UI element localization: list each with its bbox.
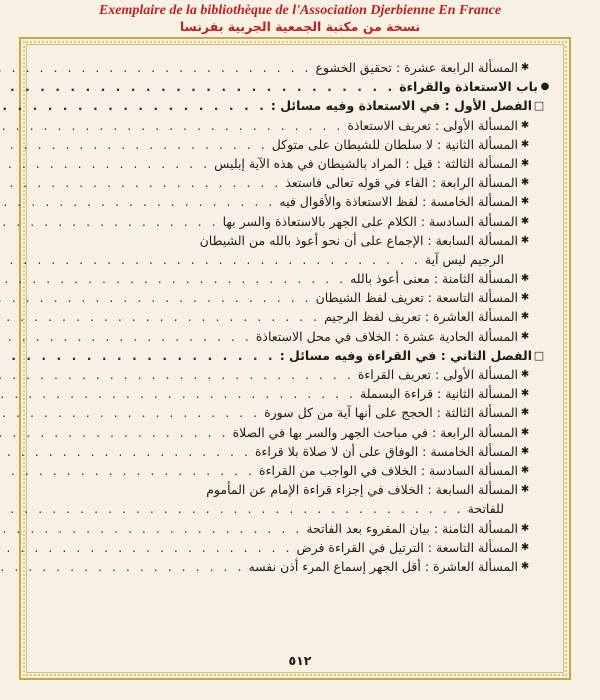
toc-entry — [40, 269, 552, 288]
asterisk-icon: ✱ — [520, 138, 530, 150]
dot-leader — [0, 116, 347, 135]
toc-entry — [40, 58, 552, 77]
dot-leader — [0, 135, 272, 154]
asterisk-icon: ✱ — [520, 445, 530, 457]
toc-entry — [40, 557, 552, 576]
table-of-contents — [40, 58, 552, 576]
toc-entry-title: المسألة الرابعة : في مباحث الجهر والسر بها في الصلاة — [232, 424, 518, 440]
toc-entry — [40, 173, 552, 192]
toc-entry-title: الفصل الثاني : في القراءة وفيه مسائل : — [279, 347, 532, 363]
toc-entry — [40, 365, 552, 384]
asterisk-icon: ✱ — [520, 369, 530, 380]
toc-entry-title: المسألة السابعة : الخلاف في إجزاء قراءة الإمام عن المأموم — [206, 482, 518, 498]
toc-entry-title: المسألة السادسة : الكلام على الجهر بالاستعاذة والسر بها — [222, 213, 518, 229]
bullet-icon: ● — [540, 81, 550, 93]
dot-leader — [0, 154, 214, 173]
asterisk-icon: ✱ — [520, 119, 530, 131]
dot-leader — [0, 250, 425, 269]
toc-entry — [40, 288, 552, 307]
toc-entry — [40, 461, 552, 480]
dot-leader — [0, 173, 285, 192]
asterisk-icon: ✱ — [520, 234, 530, 246]
toc-entry-title: للفاتحة — [467, 501, 504, 517]
asterisk-icon: ✱ — [520, 330, 530, 342]
dot-leader — [0, 403, 264, 422]
toc-entry-title: المسألة الثالثة : الحجج على أنها آية من كل سورة — [264, 405, 518, 421]
toc-entry-wrapped — [40, 480, 552, 499]
toc-entry — [40, 403, 552, 422]
toc-entry — [40, 250, 552, 269]
toc-entry — [40, 327, 552, 346]
asterisk-icon: ✱ — [520, 388, 530, 400]
toc-entry-title: الرجيم ليس آية — [424, 251, 504, 267]
square-icon: □ — [533, 348, 545, 362]
asterisk-icon: ✱ — [520, 541, 530, 553]
dot-leader — [0, 58, 316, 77]
asterisk-icon: ✱ — [520, 177, 530, 189]
dot-leader — [0, 307, 324, 326]
toc-entry-title: المسألة الثامنة : معنى أعوذ بالله — [350, 271, 518, 287]
dot-leader — [0, 557, 248, 576]
toc-entry — [40, 307, 552, 326]
dot-leader — [0, 192, 279, 211]
toc-entry — [40, 96, 552, 115]
toc-entry — [40, 135, 552, 154]
dot-leader — [0, 538, 296, 557]
toc-entry — [40, 538, 552, 557]
toc-entry-title: المسألة التاسعة : الترتيل في القراءة فرض — [296, 539, 518, 555]
toc-entry-title: المسألة الثانية : قراءة البسملة — [360, 386, 518, 402]
dot-leader — [0, 96, 271, 115]
asterisk-icon: ✱ — [520, 196, 530, 208]
toc-entry-title: المسألة الثالثة : قيل : المراد بالشيطان في هذه الآية إبليس — [214, 155, 518, 171]
asterisk-icon: ✱ — [520, 215, 530, 227]
asterisk-icon: ✱ — [520, 426, 530, 438]
toc-entry — [40, 212, 552, 231]
dot-leader — [0, 384, 360, 403]
toc-entry — [40, 154, 552, 173]
toc-entry — [40, 116, 552, 135]
toc-entry-wrapped — [40, 231, 552, 250]
asterisk-icon: ✱ — [520, 311, 530, 323]
toc-entry — [40, 519, 552, 538]
asterisk-icon: ✱ — [520, 62, 530, 73]
toc-entry-title: المسألة الأولى : تعريف الاستعاذة — [347, 117, 518, 133]
toc-entry — [40, 442, 552, 461]
toc-entry-title: المسألة الثانية : لا سلطان للشيطان على متوكل — [271, 136, 518, 152]
toc-entry-title: المسألة الخامسة : لفظ الاستعاذة والأقوال فيه — [279, 194, 518, 210]
dot-leader — [0, 212, 223, 231]
toc-entry-title: المسألة الخامسة : الوفاق على أن لا صلاة بلا قراءة — [254, 443, 518, 459]
toc-entry-title: المسألة السادسة : الخلاف في الواجب من القراءة — [259, 462, 518, 478]
dot-leader — [0, 365, 358, 384]
toc-entry — [40, 77, 552, 96]
dot-leader — [0, 461, 259, 480]
toc-entry-title: المسألة الحادية عشرة : الخلاف في محل الاستعاذة — [255, 328, 518, 344]
toc-entry-title: المسألة الأولى : تعريف القراءة — [357, 367, 518, 382]
asterisk-icon: ✱ — [520, 273, 530, 285]
toc-entry-title: الفصل الأول : في الاستعاذة وفيه مسائل : — [270, 98, 532, 114]
dot-leader — [0, 442, 255, 461]
toc-entry-title: المسألة العاشرة : أقل الجهر إسماع المرء أذن نفسه — [248, 558, 518, 574]
asterisk-icon: ✱ — [520, 464, 530, 476]
dot-leader — [0, 423, 233, 442]
toc-entry-title: باب الاستعاذة والقراءة — [399, 79, 538, 95]
toc-entry — [40, 423, 552, 442]
asterisk-icon: ✱ — [520, 292, 530, 304]
toc-entry-title: المسألة التاسعة : تعريف لفظ الشيطان — [315, 290, 518, 306]
toc-entry — [40, 192, 552, 211]
square-icon: □ — [533, 99, 545, 113]
toc-entry — [40, 346, 552, 365]
library-watermark — [0, 3, 600, 35]
dot-leader — [0, 519, 306, 538]
dot-leader — [0, 346, 280, 365]
toc-entry-title: المسألة الرابعة عشرة : تحقيق الخشوع — [315, 60, 518, 75]
toc-entry — [40, 384, 552, 403]
toc-entry-title: المسألة العاشرة : تعريف لفظ الرجيم — [324, 309, 518, 325]
page-number: ٥١٢ — [288, 653, 312, 668]
dot-leader — [0, 327, 256, 346]
dot-leader — [0, 499, 468, 518]
asterisk-icon: ✱ — [520, 157, 530, 169]
asterisk-icon: ✱ — [520, 560, 530, 572]
watermark-french: Exemplaire de la bibliothèque de l'Association Djerbienne En France — [98, 3, 502, 18]
toc-entry-title: المسألة الثامنة : بيان المقروء بعد الفاتحة — [306, 520, 518, 536]
asterisk-icon: ✱ — [520, 522, 530, 534]
toc-entry-title: المسألة الرابعة : الفاء في قوله تعالى فاستعذ — [285, 175, 518, 191]
dot-leader — [0, 288, 316, 307]
watermark-arabic: نسخة من مكتبة الجمعية الجربية بفرنسا — [179, 19, 421, 34]
dot-leader — [0, 269, 350, 288]
asterisk-icon: ✱ — [520, 407, 530, 419]
toc-entry-title: المسألة السابعة : الإجماع على أن نحو أعوذ بالله من الشيطان — [199, 232, 518, 248]
toc-entry — [40, 499, 552, 518]
dot-leader — [0, 77, 399, 96]
asterisk-icon: ✱ — [520, 484, 530, 496]
